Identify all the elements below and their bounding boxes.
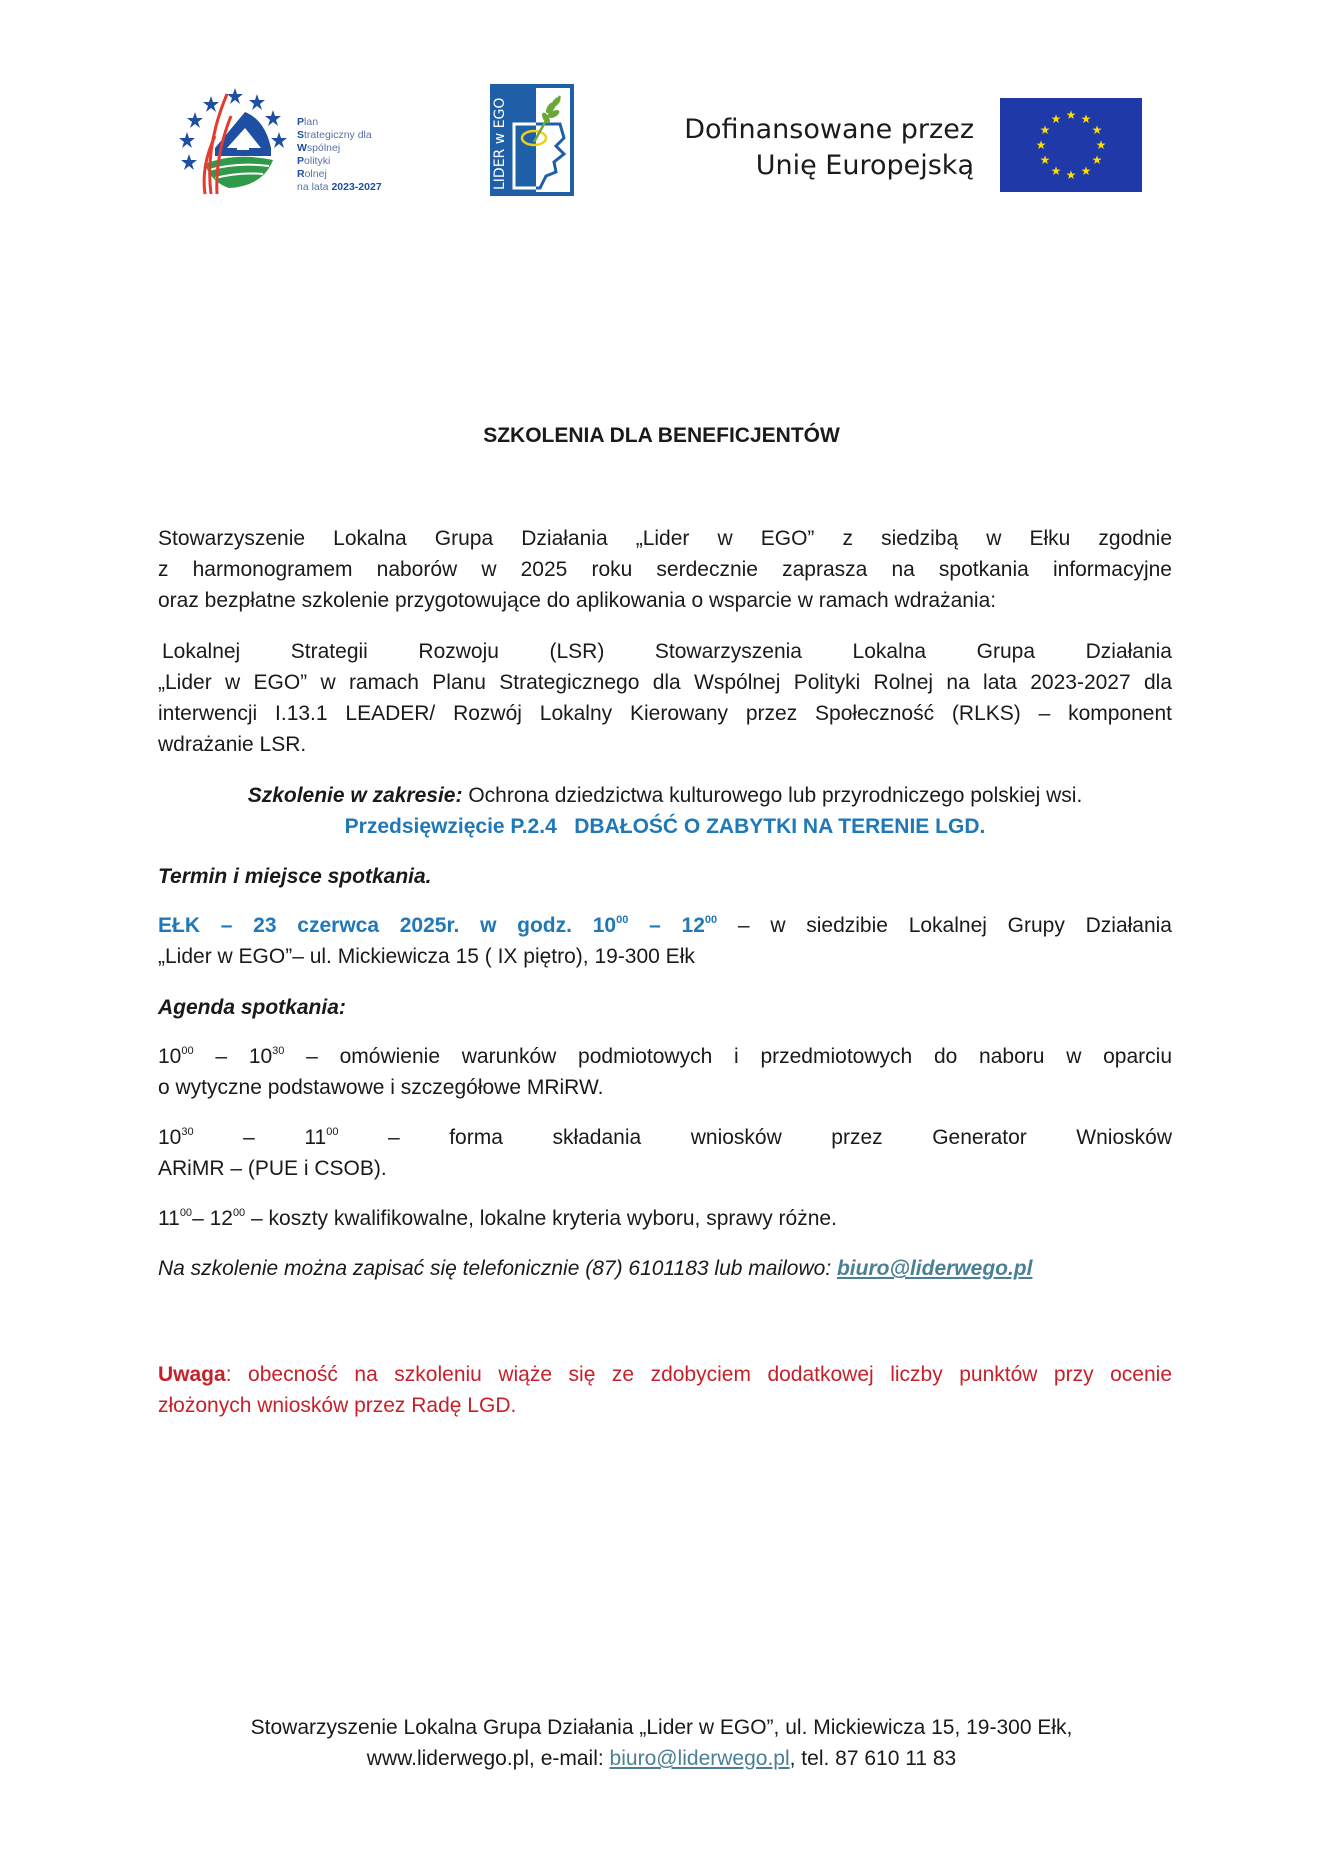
lider-w-ego-emblem-icon	[490, 84, 574, 196]
intro-line: oraz bezpłatne szkolenie przygotowujące do aplikowania o wsparcie w ramach wdrażania:	[158, 589, 997, 612]
page-title: SZKOLENIA DLA BENEFICJENTÓW	[483, 424, 840, 447]
logo-header	[0, 78, 1323, 208]
eu-star-icon: ★	[1091, 123, 1103, 137]
footer	[0, 1712, 1323, 1774]
meeting-section	[158, 861, 1172, 972]
cofunding-line-2: Unię Europejską	[755, 150, 974, 181]
agenda-item-line: $11^{00}-$ $12^{00}$ – koszty kwalifikowalne, lokalne kryteria wyboru, sprawy różne.	[158, 1207, 837, 1230]
intro-paragraph-1	[158, 523, 1172, 616]
intro-line: wdrażanie LSR.	[158, 733, 307, 756]
intro-paragraph-2	[158, 636, 1172, 760]
scope-text: Ochrona dziedzictwa kulturowego lub przyrodniczego polskiej wsi.	[462, 784, 1083, 807]
footer-address: Stowarzyszenie Lokalna Grupa Działania „Lider w EGO”, ul. Mickiewicza 15, 19-300 Ełk,	[250, 1716, 1073, 1739]
cofunding-label	[684, 112, 974, 184]
pswpr-emblem-icon	[175, 86, 295, 196]
notice-line: Uwaga: obecność na szkoleniu wiąże się ze zdobyciem dodatkowej liczby punktów przy ocenie	[158, 1363, 1172, 1386]
eu-star-icon: ★	[1065, 168, 1077, 182]
agenda-item	[158, 1203, 1172, 1234]
notice-label: Uwaga	[158, 1363, 226, 1386]
agenda-item	[158, 1041, 1172, 1103]
notice	[158, 1359, 1172, 1421]
scope-line	[158, 780, 1172, 811]
notice-line: złożonych wniosków przez Radę LGD.	[158, 1394, 517, 1417]
project-title: Przedsięwzięcie P.2.4 DBAŁOŚĆ O ZABYTKI NA TERENIE LGD.	[344, 815, 986, 838]
eu-star-icon: ★	[1095, 138, 1107, 152]
signup-info: Na szkolenie można zapisać się telefonicznie (87) 6101183 lub mailowo: biuro@liderwego.pl	[158, 1257, 1033, 1280]
eu-star-icon: ★	[1080, 112, 1092, 127]
eu-star-icon: ★	[1035, 138, 1047, 152]
cofunding-line-1: Dofinansowane przez	[684, 114, 974, 145]
meeting-time-end: – 12	[628, 914, 705, 937]
pswpr-logo	[175, 86, 395, 196]
agenda-item-line: $10^{30} - 11^{00}$ – forma składania wniosków przez Generator Wniosków	[158, 1126, 1172, 1149]
eu-star-icon: ★	[1039, 153, 1051, 167]
intro-line: Lokalnej Strategii Rozwoju (LSR) Stowarzyszenia Lokalna Grupa Działania	[162, 640, 1172, 663]
eu-star-icon: ★	[1065, 108, 1077, 122]
eu-stars-icon	[1000, 98, 1142, 192]
intro-line: interwencji I.13.1 LEADER/ Rozwój Lokalny Kierowany przez Społeczność (RLKS) – komponent	[158, 702, 1172, 725]
meeting-line-1	[158, 910, 1172, 941]
eu-star-icon: ★	[1039, 123, 1051, 137]
agenda-section	[158, 992, 1172, 1284]
time-end-minutes: 00	[704, 914, 718, 926]
agenda-item-line: o wytyczne podstawowe i szczegółowe MRiRW.	[158, 1076, 604, 1099]
time-start-minutes: 00	[616, 914, 629, 926]
footer-email-link[interactable]: biuro@liderwego.pl	[609, 1747, 790, 1770]
intro-line: „Lider w EGO” w ramach Planu Strategicznego dla Wspólnej Polityki Rolnej na lata 2023-2027 dla	[158, 671, 1172, 694]
meeting-line-2: „Lider w EGO”– ul. Mickiewicza 15 ( IX piętro), 19-300 Ełk	[158, 945, 695, 968]
agenda-item	[158, 1122, 1172, 1184]
meeting-date: EŁK – 23 czerwca 2025r. w godz. 10	[158, 914, 617, 937]
eu-star-icon: ★	[1080, 163, 1092, 178]
eu-star-icon: ★	[1050, 112, 1062, 127]
intro-line: Stowarzyszenie Lokalna Grupa Działania „Lider w EGO” z siedzibą w Ełku zgodnie	[158, 527, 1172, 550]
eu-star-icon: ★	[1050, 163, 1062, 178]
footer-contact: www.liderwego.pl, e-mail: biuro@liderwego.pl, tel. 87 610 11 83	[366, 1747, 957, 1770]
pswpr-logo-text: Plan Strategiczny dla Wspólnej Polityki Rolnej na lata 2023-2027	[297, 116, 382, 193]
signup-email-link[interactable]: biuro@liderwego.pl	[836, 1257, 1033, 1280]
eu-flag	[1000, 98, 1142, 192]
lider-logo-text: LIDER w EGO	[492, 97, 508, 190]
lider-w-ego-logo	[490, 84, 574, 196]
meeting-location: – w siedzibie Lokalnej Grupy Działania	[737, 914, 1172, 937]
agenda-heading: Agenda spotkania:	[158, 996, 346, 1019]
intro-line: z harmonogramem naborów w 2025 roku serdecznie zaprasza na spotkania informacyjne	[158, 558, 1172, 581]
training-scope	[158, 780, 1172, 842]
meeting-heading: Termin i miejsce spotkania.	[158, 865, 432, 888]
agenda-item-line: ARiMR – (PUE i CSOB).	[158, 1157, 387, 1180]
scope-label: Szkolenie w zakresie:	[247, 784, 463, 807]
eu-star-icon: ★	[1091, 153, 1103, 167]
agenda-item-line: $10^{00} - 10^{30}$ – omówienie warunków podmiotowych i przedmiotowych do naboru w oparciu	[158, 1045, 1172, 1068]
